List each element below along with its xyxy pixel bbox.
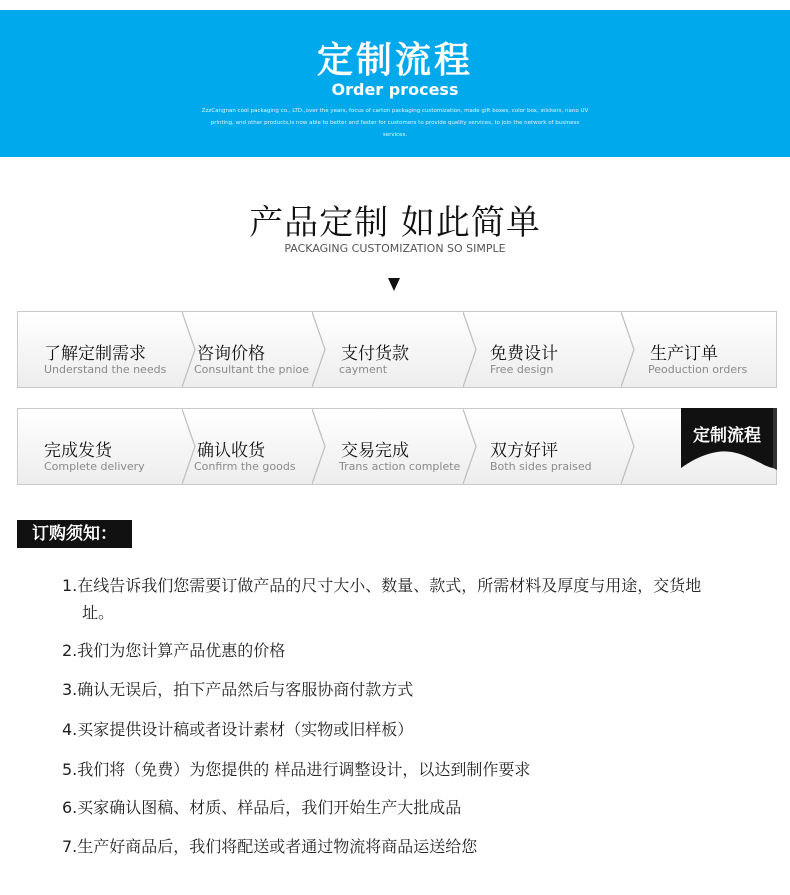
banner-subtitle: Order process	[331, 80, 459, 99]
process-step	[18, 409, 183, 484]
step-desc: Complete delivery	[44, 460, 145, 473]
chevron-right-icon	[621, 409, 635, 484]
step-desc: Consultant the pnioe	[194, 363, 310, 376]
header-banner	[0, 10, 790, 157]
step-desc: Confirm the goods	[194, 460, 296, 473]
step-title: 生产订单	[650, 344, 718, 364]
order-notice-tag: 订购须知：	[17, 520, 132, 548]
step-title: 完成发货	[44, 441, 112, 461]
notice-item: 3.确认无误后，拍下产品然后与客服协商付款方式	[62, 680, 414, 699]
step-title: 确认收货	[197, 441, 265, 461]
notice-item: 2.我们为您计算产品优惠的价格	[62, 641, 286, 660]
process-step	[313, 409, 464, 484]
step-desc: Both sides praised	[490, 460, 592, 473]
notice-item: 4.买家提供设计稿或者设计素材（实物或旧样板）	[62, 720, 414, 739]
notice-item: 5.我们将（免费）为您提供的 样品进行调整设计，以达到制作要求	[62, 760, 531, 779]
process-step	[622, 312, 778, 387]
process-step	[464, 409, 622, 484]
banner-title: 定制流程	[316, 40, 473, 81]
step-title: 交易完成	[341, 441, 409, 461]
process-step	[183, 312, 313, 387]
notice-item: 6.买家确认图稿、材质、样品后，我们开始生产大批成品	[62, 798, 462, 817]
step-desc: Trans action complete	[339, 460, 461, 473]
step-desc: Understand the needs	[44, 363, 167, 376]
step-title: 咨询价格	[197, 344, 265, 364]
process-steps-row-1	[17, 311, 777, 388]
notice-item: 7.生产好商品后，我们将配送或者通过物流将商品运送给您	[62, 837, 478, 856]
step-desc: Free design	[490, 363, 554, 376]
section-subheadline: PACKAGING CUSTOMIZATION SO SIMPLE	[284, 242, 506, 255]
banner-description: ZzzCangnan cool packaging co., LTD.,over the years, focus of carton packaging customization, made gift boxes, color box, stickers, nano UV printing, and other products,is now able to better and faster for customers to provide quality services, to join the network of business services.	[201, 108, 589, 138]
step-desc: cayment	[339, 363, 388, 376]
process-step	[18, 312, 183, 387]
step-title: 免费设计	[490, 344, 558, 364]
step-title: 双方好评	[490, 441, 558, 461]
process-step	[464, 312, 622, 387]
process-steps-row-2	[17, 408, 777, 485]
notice-item: 1.在线告诉我们您需要订做产品的尺寸大小、数量、款式，所需材料及厚度与用途，交货地址。	[62, 576, 702, 622]
step-title: 支付货款	[341, 344, 409, 364]
step-desc: Peoduction orders	[648, 363, 748, 376]
step-title: 了解定制需求	[44, 344, 146, 364]
process-step	[183, 409, 313, 484]
process-step	[313, 312, 464, 387]
section-headline: 产品定制 如此简单	[249, 203, 541, 243]
down-arrow-icon	[388, 278, 400, 291]
ribbon-label: 定制流程	[693, 426, 761, 446]
